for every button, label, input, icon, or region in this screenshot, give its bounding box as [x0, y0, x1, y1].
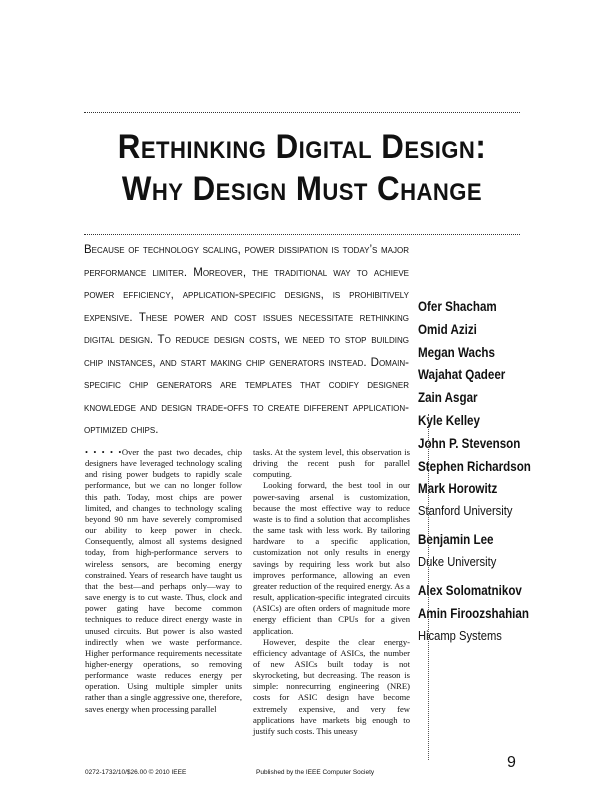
- page-number: 9: [507, 754, 516, 771]
- abstract: Because of technology scaling, power dissipation is today’s major performance limiter. Moreover, the traditional way to achieve power efficiency, application-specific designs, is prohibitively expensive. These power and cost issues necessitate rethinking digital design. To reduce design costs, we need to stop building chip instances, and start making chip generators instead. Domain-specific chip generators are templates that codify designer knowledge and design trade-offs to create different application-optimized chips.: [84, 244, 409, 436]
- body-paragraph: Looking forward, the best tool in our power-saving arsenal is customization, because the most effective way to reduce waste is to find a solution that accomplishes the same task with less work. By tailoring hardware to a specific application, customization not only results in energy savings by requiring less work but also improves performance, allowing an even greater reduction of the required energy. As a result, application-specific integrated circuits (ASICs) are often orders of magnitude more energy efficient than CPUs for a given application.: [253, 480, 410, 636]
- body-paragraph: However, despite the clear energy-efficiency advantage of ASICs, the number of new ASICs built today is not skyrocketing, but decreasing. The reason is simple: nonrecurring engineering (NRE) costs for ASIC design have become extremely expensive, and very few applications have markets big enough to justify such costs. This uneasy: [253, 636, 410, 736]
- author-name: Ofer Shacham: [418, 299, 497, 314]
- copyright-notice: 0272-1732/10/$26.00 © 2010 IEEE: [85, 769, 187, 776]
- body-column-1: [85, 447, 242, 715]
- author-name: Megan Wachs: [418, 344, 495, 360]
- author-affiliation: Hicamp Systems: [418, 627, 502, 643]
- title-divider: [84, 234, 520, 235]
- author-name: Kyle Kelley: [418, 412, 480, 428]
- author-name: Wajahat Qadeer: [418, 367, 506, 383]
- author-affiliation: Stanford University: [418, 503, 513, 519]
- author-name: John P. Stevenson: [418, 435, 521, 451]
- author-name: Benjamin Lee: [418, 532, 494, 548]
- sidebar-divider: [428, 414, 429, 760]
- author-name: Omid Azizi: [418, 321, 477, 337]
- top-divider: [84, 112, 520, 113]
- author-name: Mark Horowitz: [418, 481, 498, 497]
- author-list: [418, 296, 548, 654]
- body-paragraph: tasks. At the system level, this observation is driving the recent push for parallel computing.: [253, 447, 410, 480]
- author-name: Amin Firoozshahian: [418, 605, 529, 621]
- article-title-line-1: Rethinking Digital Design:: [117, 128, 487, 166]
- article-title-line-2: Why Design Must Change: [121, 170, 483, 208]
- author-affiliation: Duke University: [418, 553, 497, 569]
- body-paragraph: [85, 447, 242, 715]
- author-name: Zain Asgar: [418, 390, 478, 406]
- body-column-2: [253, 447, 410, 737]
- author-name: Stephen Richardson: [418, 458, 531, 474]
- section-lead-dots: • • • • •: [85, 447, 122, 457]
- body-text: Over the past two decades, chip designers have leveraged technology scaling and rising power budgets to rapidly scale performance, but we can no longer follow this path. Today, most chips are power limited, and changes to technology scaling beyond 90 nm have severely compromised our ability to keep power in check. Consequently, almost all systems designed today, from high-performance servers to wireless sensors, are becoming energy constrained. Years of research have taught us that the best—and perhaps only—way to save energy is to cut waste. Thus, clock and power gating have become common techniques to reduce direct energy waste in unused circuits. But power is also wasted indirectly when we waste performance. Higher performance requirements necessitate higher-energy operations, so removing performance waste reduces energy per operation. Using multiple simpler units rather than a single aggressive one, therefore, saves energy when processing parallel: [85, 447, 243, 714]
- publisher-notice: Published by the IEEE Computer Society: [256, 769, 375, 776]
- author-name: Alex Solomatnikov: [418, 582, 522, 598]
